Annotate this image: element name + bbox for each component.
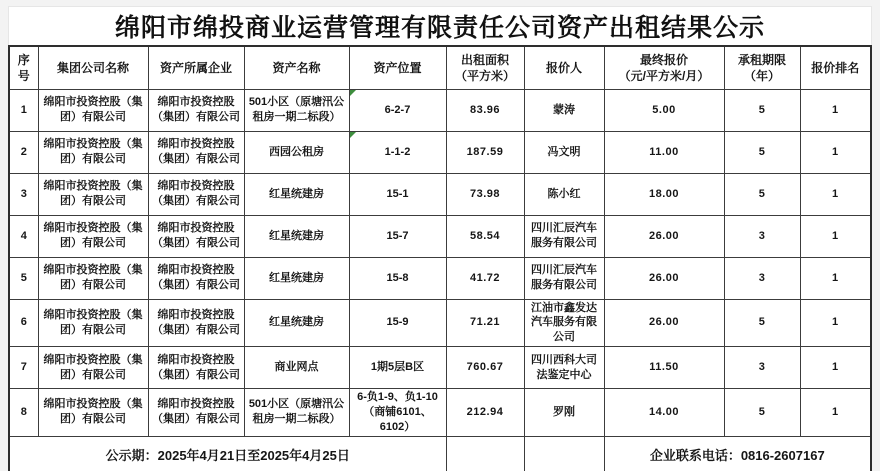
cell-serial: 4: [9, 215, 38, 257]
cell-term: 5: [724, 299, 800, 347]
cell-asset: 西园公租房: [244, 131, 349, 173]
table-row: [9, 215, 871, 257]
cell-rank: 1: [800, 299, 871, 347]
header-rental-area: 出租面积 （平方米）: [446, 46, 524, 89]
cell-location: 15-8: [349, 257, 446, 299]
cell-area: 73.98: [446, 173, 524, 215]
cell-group: 绵阳市投资控股（集团）有限公司: [38, 389, 148, 437]
excel-error-indicator-icon: [350, 90, 356, 96]
cell-bidder: 罗刚: [524, 389, 604, 437]
cell-group: 绵阳市投资控股（集团）有限公司: [38, 299, 148, 347]
header-group-company: 集团公司名称: [38, 46, 148, 89]
cell-rank: 1: [800, 257, 871, 299]
cell-group: 绵阳市投资控股（集团）有限公司: [38, 131, 148, 173]
table-row: [9, 257, 871, 299]
cell-rank: 1: [800, 173, 871, 215]
cell-price: 14.00: [604, 389, 724, 437]
header-lease-term: 承租期限 （年）: [724, 46, 800, 89]
cell-price: 18.00: [604, 173, 724, 215]
page-title: 绵阳市绵投商业运营管理有限责任公司资产出租结果公示: [114, 14, 765, 42]
cell-rank: 1: [800, 131, 871, 173]
cell-bidder: 陈小红: [524, 173, 604, 215]
cell-location: 15-1: [349, 173, 446, 215]
cell-owner: 绵阳市投资控股（集团）有限公司: [148, 299, 244, 347]
table-row: [9, 173, 871, 215]
cell-bidder: 冯文明: [524, 131, 604, 173]
publicity-period: 公示期：2025年4月21日至2025年4月25日: [9, 436, 446, 471]
footer-row: [9, 436, 871, 471]
excel-error-indicator-icon: [350, 132, 356, 138]
cell-owner: 绵阳市投资控股（集团）有限公司: [148, 257, 244, 299]
cell-location-text: 1-1-2: [384, 145, 411, 158]
cell-price: 5.00: [604, 89, 724, 131]
header-bidder: 报价人: [524, 46, 604, 89]
cell-location: 6-负1-9、负1-10（商铺6101、6102）: [349, 389, 446, 437]
cell-asset: 红星统建房: [244, 299, 349, 347]
cell-rank: 1: [800, 89, 871, 131]
cell-location: 15-7: [349, 215, 446, 257]
cell-serial: 3: [9, 173, 38, 215]
cell-serial: 5: [9, 257, 38, 299]
cell-term: 3: [724, 215, 800, 257]
header-price-rank: 报价排名: [800, 46, 871, 89]
cell-bidder: 江油市鑫发达汽车服务有限公司: [524, 299, 604, 347]
table-row: [9, 347, 871, 389]
cell-area: 760.67: [446, 347, 524, 389]
cell-bidder: 蒙涛: [524, 89, 604, 131]
cell-group: 绵阳市投资控股（集团）有限公司: [38, 347, 148, 389]
cell-area: 58.54: [446, 215, 524, 257]
cell-asset: 红星统建房: [244, 257, 349, 299]
cell-area: 71.21: [446, 299, 524, 347]
cell-location: [349, 89, 446, 131]
cell-bidder: 四川西科大司法鉴定中心: [524, 347, 604, 389]
table-row: [9, 299, 871, 347]
table-row: [9, 131, 871, 173]
cell-bidder: 四川汇辰汽车服务有限公司: [524, 215, 604, 257]
cell-serial: 2: [9, 131, 38, 173]
cell-term: 5: [724, 89, 800, 131]
cell-location: 15-9: [349, 299, 446, 347]
cell-price: 26.00: [604, 215, 724, 257]
cell-serial: 7: [9, 347, 38, 389]
cell-location: 1期5层B区: [349, 347, 446, 389]
table-footer: [9, 436, 871, 471]
cell-location: [349, 131, 446, 173]
cell-bidder: 四川汇辰汽车服务有限公司: [524, 257, 604, 299]
cell-price: 11.00: [604, 131, 724, 173]
cell-asset: 501小区（原塘汛公租房一期二标段）: [244, 89, 349, 131]
cell-asset: 商业网点: [244, 347, 349, 389]
cell-area: 212.94: [446, 389, 524, 437]
cell-price: 26.00: [604, 299, 724, 347]
cell-term: 5: [724, 173, 800, 215]
asset-rental-result-table: [8, 45, 872, 471]
cell-area: 41.72: [446, 257, 524, 299]
cell-owner: 绵阳市投资控股（集团）有限公司: [148, 215, 244, 257]
header-final-price: 最终报价 （元/平方米/月）: [604, 46, 724, 89]
cell-asset: 红星统建房: [244, 173, 349, 215]
cell-rank: 1: [800, 389, 871, 437]
cell-owner: 绵阳市投资控股（集团）有限公司: [148, 347, 244, 389]
cell-price: 11.50: [604, 347, 724, 389]
cell-term: 3: [724, 347, 800, 389]
cell-group: 绵阳市投资控股（集团）有限公司: [38, 257, 148, 299]
cell-owner: 绵阳市投资控股（集团）有限公司: [148, 89, 244, 131]
contact-phone: 企业联系电话：0816-2607167: [604, 436, 871, 471]
header-asset-location: 资产位置: [349, 46, 446, 89]
cell-term: 5: [724, 131, 800, 173]
cell-group: 绵阳市投资控股（集团）有限公司: [38, 173, 148, 215]
cell-term: 5: [724, 389, 800, 437]
table-header: [9, 46, 871, 89]
cell-owner: 绵阳市投资控股（集团）有限公司: [148, 389, 244, 437]
title-band: [9, 7, 871, 45]
cell-serial: 8: [9, 389, 38, 437]
footer-empty-cell: [446, 436, 524, 471]
cell-serial: 1: [9, 89, 38, 131]
header-asset-name: 资产名称: [244, 46, 349, 89]
cell-location-text: 6-2-7: [384, 103, 411, 116]
cell-group: 绵阳市投资控股（集团）有限公司: [38, 215, 148, 257]
table-row: [9, 389, 871, 437]
notice-document: [8, 6, 872, 471]
cell-asset: 501小区（原塘汛公租房一期二标段）: [244, 389, 349, 437]
header-owner-enterprise: 资产所属企业: [148, 46, 244, 89]
cell-rank: 1: [800, 347, 871, 389]
header-row: [9, 46, 871, 89]
cell-rank: 1: [800, 215, 871, 257]
table-row: [9, 89, 871, 131]
header-serial: 序号: [9, 46, 38, 89]
cell-area: 187.59: [446, 131, 524, 173]
cell-owner: 绵阳市投资控股（集团）有限公司: [148, 131, 244, 173]
cell-group: 绵阳市投资控股（集团）有限公司: [38, 89, 148, 131]
cell-serial: 6: [9, 299, 38, 347]
table-body: [9, 89, 871, 436]
cell-asset: 红星统建房: [244, 215, 349, 257]
cell-area: 83.96: [446, 89, 524, 131]
cell-price: 26.00: [604, 257, 724, 299]
cell-term: 3: [724, 257, 800, 299]
footer-empty-cell: [524, 436, 604, 471]
cell-owner: 绵阳市投资控股（集团）有限公司: [148, 173, 244, 215]
